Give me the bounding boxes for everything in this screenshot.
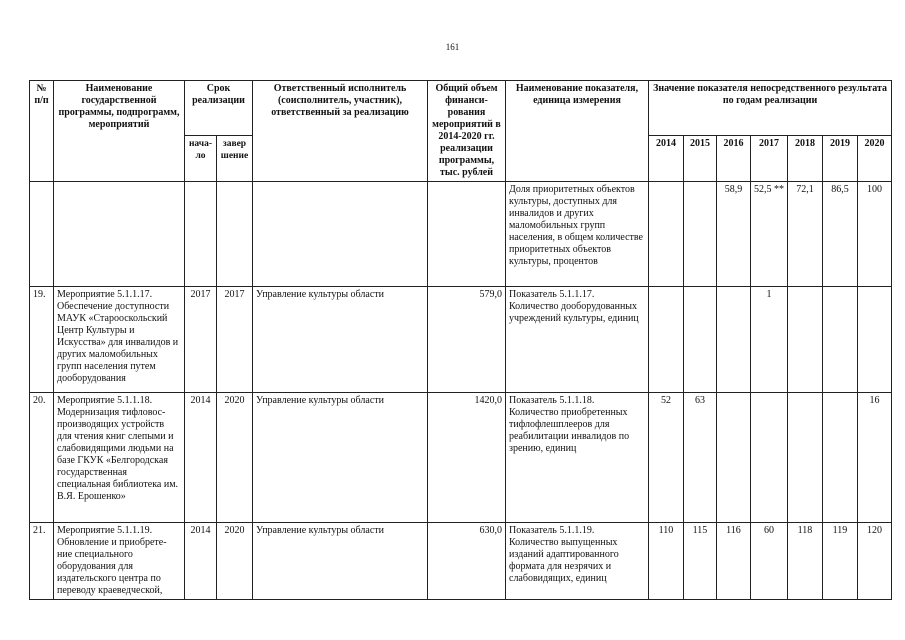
row-value xyxy=(823,393,858,523)
row-value: 120 xyxy=(858,523,892,600)
row-value: 116 xyxy=(717,523,751,600)
row-volume: 1420,0 xyxy=(428,393,506,523)
header-volume: Общий объем финанси-рования мероприятий в 2014-2020 гг. реализации программы, тыс. рублей xyxy=(428,81,506,182)
row-end: 2017 xyxy=(217,287,253,393)
header-year: 2016 xyxy=(717,136,751,182)
table-row xyxy=(30,182,892,287)
row-value xyxy=(717,287,751,393)
header-period: Срок реализации xyxy=(185,81,253,136)
row-start: 2014 xyxy=(185,393,217,523)
row-value: 52 xyxy=(649,393,684,523)
row-value: 1 xyxy=(751,287,788,393)
row-value xyxy=(788,393,823,523)
row-volume xyxy=(428,182,506,287)
row-value: 16 xyxy=(858,393,892,523)
row-indicator: Показатель 5.1.1.18. Количество приобретенных тифлофлешплееров для реабилитации инвалидов по зрению, единиц xyxy=(506,393,649,523)
row-value xyxy=(858,287,892,393)
row-value xyxy=(649,287,684,393)
row-volume: 630,0 xyxy=(428,523,506,600)
row-value xyxy=(684,182,717,287)
row-value xyxy=(823,287,858,393)
row-start: 2014 xyxy=(185,523,217,600)
row-value xyxy=(788,287,823,393)
row-name xyxy=(54,182,185,287)
table-row xyxy=(30,393,892,523)
row-number: 21. xyxy=(30,523,54,600)
header-year: 2014 xyxy=(649,136,684,182)
header-year: 2020 xyxy=(858,136,892,182)
row-value: 118 xyxy=(788,523,823,600)
header-end: завер шение xyxy=(217,136,253,182)
row-value: 63 xyxy=(684,393,717,523)
header-executor: Ответственный исполнитель (соисполнитель, участник), ответственный за реализацию xyxy=(253,81,428,182)
header-indicator: Наименование показателя, единица измерения xyxy=(506,81,649,182)
row-number: 19. xyxy=(30,287,54,393)
row-name: Мероприятие 5.1.1.18. Модернизация тифловос-производящих устройств для чтения книг слепыми и слабовидящими людьми на базе ГКУК «Белгородская государственная специальная библиотека им. В.Я. Ерошенко» xyxy=(54,393,185,523)
row-indicator: Показатель 5.1.1.19. Количество выпущенных изданий адаптированного формата для незрячих и слабовидящих, единиц xyxy=(506,523,649,600)
row-value xyxy=(751,393,788,523)
row-start: 2017 xyxy=(185,287,217,393)
row-end: 2020 xyxy=(217,523,253,600)
program-table xyxy=(29,80,892,600)
header-year: 2018 xyxy=(788,136,823,182)
row-value: 60 xyxy=(751,523,788,600)
header-name: Наименование государственной программы, подпрограмм, мероприятий xyxy=(54,81,185,182)
row-name: Мероприятие 5.1.1.19. Обновление и приобрете-ние специального оборудования для издательского центра по переводу краеведческой, xyxy=(54,523,185,600)
header-year: 2017 xyxy=(751,136,788,182)
row-executor: Управление культуры области xyxy=(253,523,428,600)
row-indicator: Доля приоритетных объектов культуры, доступных для инвалидов и других маломобильных групп населения, в общем количестве приоритетных объектов культуры, процентов xyxy=(506,182,649,287)
row-value: 110 xyxy=(649,523,684,600)
header-number: № п/п xyxy=(30,81,54,182)
header-values: Значение показателя непосредственного результата по годам реализации xyxy=(649,81,892,136)
header-year: 2019 xyxy=(823,136,858,182)
row-value: 115 xyxy=(684,523,717,600)
row-value xyxy=(649,182,684,287)
row-value: 58,9 xyxy=(717,182,751,287)
row-value: 119 xyxy=(823,523,858,600)
row-indicator: Показатель 5.1.1.17. Количество дооборудованных учреждений культуры, единиц xyxy=(506,287,649,393)
table-row xyxy=(30,523,892,600)
row-value: 52,5 ** xyxy=(751,182,788,287)
row-value xyxy=(684,287,717,393)
row-value: 100 xyxy=(858,182,892,287)
row-value: 72,1 xyxy=(788,182,823,287)
row-end: 2020 xyxy=(217,393,253,523)
row-value: 86,5 xyxy=(823,182,858,287)
header-year: 2015 xyxy=(684,136,717,182)
table-row xyxy=(30,287,892,393)
row-volume: 579,0 xyxy=(428,287,506,393)
row-number: 20. xyxy=(30,393,54,523)
row-number xyxy=(30,182,54,287)
row-executor: Управление культуры области xyxy=(253,287,428,393)
row-end xyxy=(217,182,253,287)
row-start xyxy=(185,182,217,287)
page-number: 161 xyxy=(445,42,460,52)
row-value xyxy=(717,393,751,523)
header-start: нача-ло xyxy=(185,136,217,182)
row-name: Мероприятие 5.1.1.17. Обеспечение доступности МАУК «Старооскольский Центр Культуры и Искусства» для инвалидов и других маломобильных групп населения путем дооборудования xyxy=(54,287,185,393)
row-executor xyxy=(253,182,428,287)
row-executor: Управление культуры области xyxy=(253,393,428,523)
